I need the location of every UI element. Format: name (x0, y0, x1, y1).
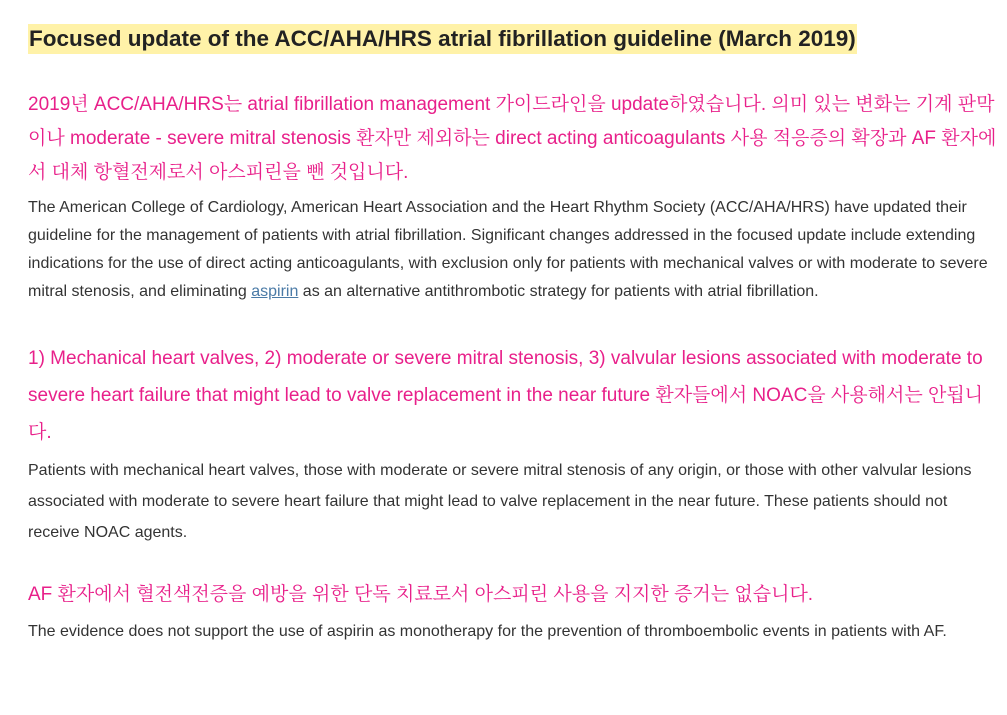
section3-korean-summary: AF 환자에서 혈전색전증을 예방을 위한 단독 치료로서 아스피린 사용을 지지한 증거는 없습니다. (28, 584, 814, 605)
section2-english-text: Patients with mechanical heart valves, those with moderate or severe mitral stenosis of any origin, or those with other valvular lesions associated with moderate to severe heart failure that might lead to valve replacement in the near future. These patients should not receive NOAC agents. (28, 462, 972, 541)
section1-english-before-link: The American College of Cardiology, American Heart Association and the Heart Rhythm Society (ACC/AHA/HRS) have updated their guideline for the management of patients with atrial fibrillation. Significant changes addressed in the focused update include extending indications for the use of direct acting anticoagulants, with exclusion only for patients with mechanical valves or with moderate to severe mitral stenosis, and eliminating (28, 199, 988, 300)
section2-korean-summary: 1) Mechanical heart valves, 2) moderate or severe mitral stenosis, 3) valvular lesions associated with moderate to severe heart failure that might lead to valve replacement in the near future 환자들에서 NOAC을 사용해서는 안됩니다. (28, 348, 984, 443)
section1-english-after-link: as an alternative antithrombotic strategy for patients with atrial fibrillation. (298, 283, 819, 300)
article (28, 0, 1003, 647)
section1-english-text (28, 194, 1003, 306)
section3-english-text: The evidence does not support the use of aspirin as monotherapy for the prevention of thromboembolic events in patients with AF. (28, 623, 947, 640)
section1-korean-summary: 2019년 ACC/AHA/HRS는 atrial fibrillation management 가이드라인을 update하였습니다. 의미 있는 변화는 기계 판막이나 moderate - severe mitral stenosis 환자만 제외하는 direct acting anticoagulants 사용 적응증의 확장과 AF 환자에서 대체 항혈전제로서 아스피린을 뺀 것입니다. (28, 94, 997, 183)
aspirin-link[interactable]: aspirin (251, 283, 299, 300)
page-title: Focused update of the ACC/AHA/HRS atrial fibrillation guideline (March 2019) (28, 24, 857, 54)
title-row (28, 24, 1003, 54)
